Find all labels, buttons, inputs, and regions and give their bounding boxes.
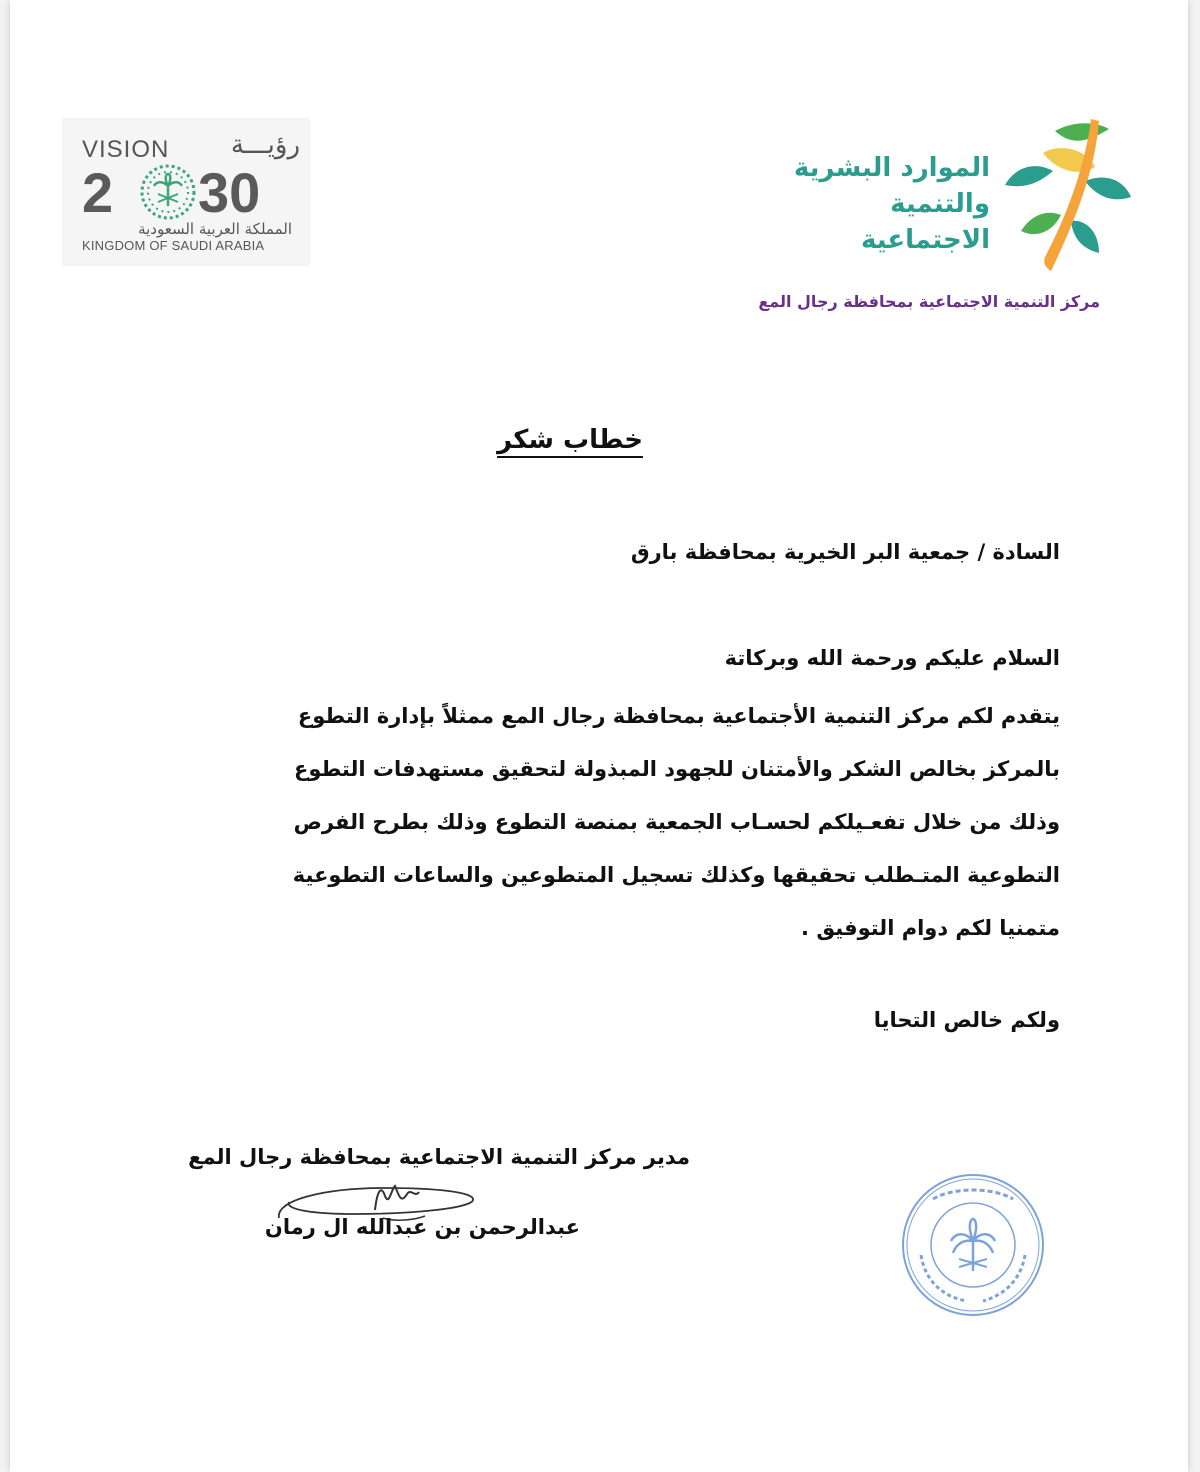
official-stamp: [898, 1170, 1048, 1320]
letter-addressee: السادة / جمعية البر الخيرية بمحافظة بارق: [630, 540, 1060, 564]
body-line: يتقدم لكم مركز التنمية الأجتماعية بمحافظة رجال المع ممثلاً بإدارة التطوع: [297, 704, 1060, 728]
letter-title-text: خطاب شكر: [497, 425, 643, 455]
body-line: وذلك من خلال تفعـيلكم لحسـاب الجمعية بمنصة التطوع وذلك بطرح الفرص: [293, 810, 1060, 834]
ministry-name: [790, 150, 990, 258]
letter-page: [10, 0, 1188, 1472]
vision-2030-logo: [62, 118, 310, 266]
signatory-name: عبدالرحمن بن عبدالله ال رمان: [264, 1215, 580, 1239]
letter-title: [400, 425, 740, 455]
svg-text:30: 30: [198, 161, 261, 224]
body-line: التطوعية المتـطلب تحقيقها وكذلك تسجيل المتطوعين والساعات التطوعية: [292, 863, 1060, 887]
palm-emblem-icon: [142, 166, 194, 218]
letter-closing: ولكم خالص التحايا: [873, 1008, 1060, 1032]
body-line: متمنيا لكم دوام التوفيق .: [801, 916, 1060, 940]
center-name: مركز التنمية الاجتماعية بمحافظة رجال المع: [758, 292, 1100, 311]
letter-body: [140, 690, 1060, 955]
vision-text: VISION: [82, 136, 170, 163]
svg-text:2: 2: [82, 161, 114, 224]
signatory-title: مدير مركز التنمية الاجتماعية بمحافظة رجال المع: [188, 1145, 690, 1169]
kingdom-english-text: KINGDOM OF SAUDI ARABIA: [82, 238, 265, 253]
kingdom-arabic-text: المملكة العربية السعودية: [138, 220, 292, 238]
letter-greeting: السلام عليكم ورحمة الله وبركاتة: [724, 646, 1060, 670]
ruya-text: رؤيـــة: [230, 130, 300, 160]
body-line: بالمركز بخالص الشكر والأمتنان للجهود المبذولة لتحقيق مستهدفات التطوع: [293, 757, 1060, 781]
ministry-name-line2: والتنمية الاجتماعية: [861, 189, 990, 255]
ministry-name-line1: الموارد البشرية: [793, 153, 990, 183]
ministry-emblem-icon: [995, 106, 1145, 276]
